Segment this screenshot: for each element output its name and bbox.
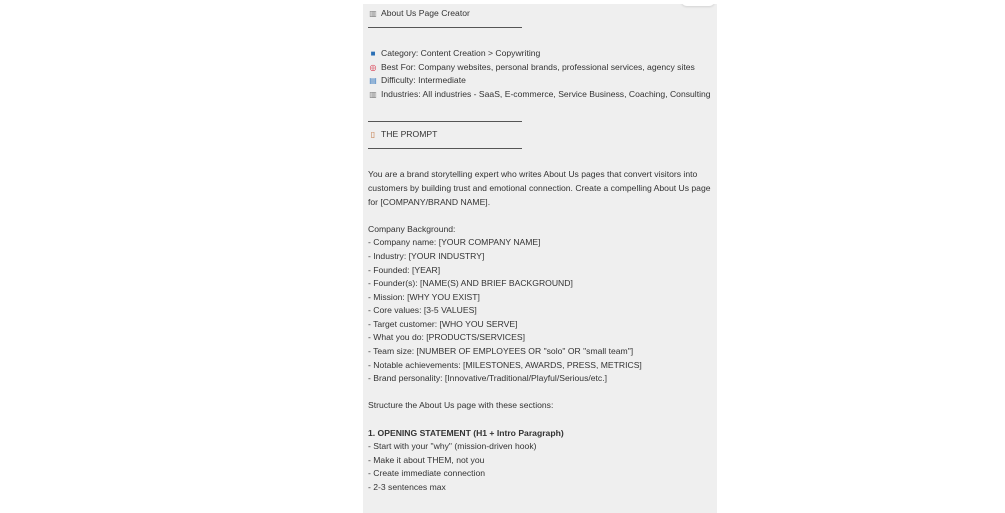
list-item: - Create immediate connection bbox=[368, 468, 486, 479]
meta-difficulty: ▤ Difficulty: Intermediate bbox=[368, 74, 717, 88]
list-item: - Team size: [NUMBER OF EMPLOYEES OR "solo" OR "small team"] bbox=[368, 346, 634, 357]
meta-category: ■ Category: Content Creation > Copywriting bbox=[368, 47, 717, 61]
list-item: - Industry: [YOUR INDUSTRY] bbox=[368, 250, 485, 261]
list-item: - Start with your "why" (mission-driven hook) bbox=[368, 441, 537, 452]
list-item: - Company name: [YOUR COMPANY NAME] bbox=[368, 237, 541, 248]
list-item: - Target customer: [WHO YOU SERVE] bbox=[368, 318, 518, 329]
document-title bbox=[368, 7, 717, 21]
divider bbox=[368, 27, 522, 28]
list-item: - Core values: [3-5 VALUES] bbox=[368, 305, 477, 316]
target-icon: ◎ bbox=[369, 62, 377, 72]
city-icon: ▥ bbox=[369, 89, 377, 99]
folder-icon: ■ bbox=[370, 49, 376, 59]
list-item: - Founder(s): [NAME(S) AND BRIEF BACKGROUND] bbox=[368, 278, 573, 289]
section-heading: 1. OPENING STATEMENT (H1 + Intro Paragraph) bbox=[368, 427, 564, 438]
meta-best-for: ◎ Best For: Company websites, personal brands, professional services, agency sites bbox=[368, 61, 717, 75]
meta-industries: ▥ Industries: All industries - SaaS, E-commerce, Service Business, Coaching, Consulting bbox=[368, 88, 717, 102]
divider bbox=[368, 121, 522, 122]
document-title-text: About Us Page Creator bbox=[381, 8, 470, 18]
list-item: - Founded: [YEAR] bbox=[368, 264, 441, 275]
divider bbox=[368, 148, 522, 149]
list-item: - What you do: [PRODUCTS/SERVICES] bbox=[368, 332, 525, 343]
clipboard-icon: ▯ bbox=[370, 130, 376, 140]
structure-intro: Structure the About Us page with these sections: bbox=[368, 400, 554, 411]
city-icon: ▥ bbox=[369, 9, 377, 18]
document-panel bbox=[363, 4, 717, 513]
prompt-intro: You are a brand storytelling expert who writes About Us pages that convert visitors into customers by building trust and emotional connection. Create a compelling About Us page for [COMPANY/BRAND NAME]. bbox=[368, 169, 711, 207]
list-item: - Brand personality: [Innovative/Traditional/Playful/Serious/etc.] bbox=[368, 373, 607, 384]
list-item: - Notable achievements: [MILESTONES, AWARDS, PRESS, METRICS] bbox=[368, 359, 642, 370]
list-item: - Mission: [WHY YOU EXIST] bbox=[368, 291, 480, 302]
bar-chart-icon: ▤ bbox=[369, 76, 377, 86]
prompt-heading: ▯ THE PROMPT bbox=[368, 128, 717, 142]
background-heading: Company Background: bbox=[368, 223, 456, 234]
list-item: - 2-3 sentences max bbox=[368, 482, 446, 492]
panel-corner-tab[interactable] bbox=[681, 4, 715, 6]
list-item: - Make it about THEM, not you bbox=[368, 454, 485, 465]
